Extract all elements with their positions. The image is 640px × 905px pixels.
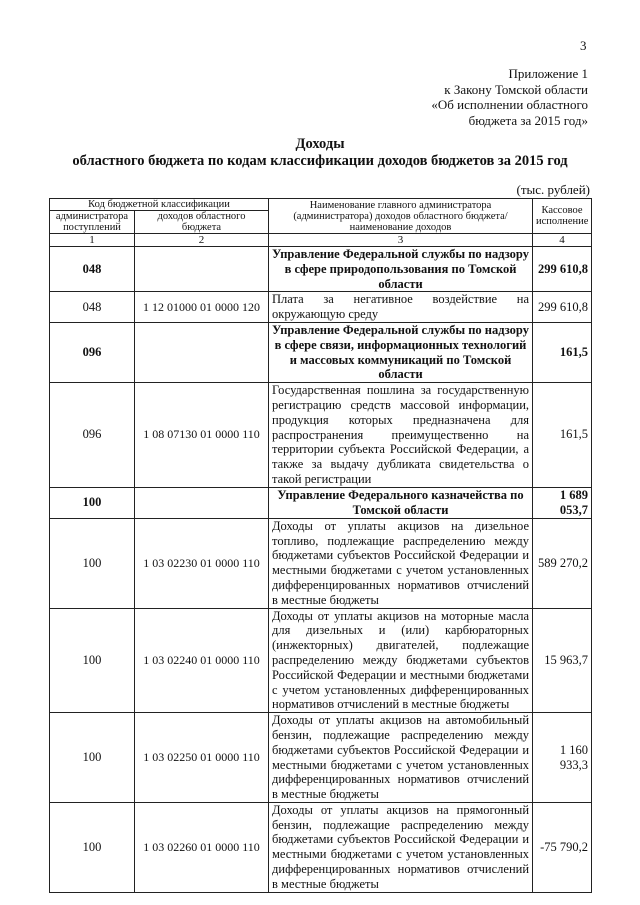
- title-line: областного бюджета по кодам классификации доходов бюджетов за 2015 год: [72, 153, 568, 169]
- amount: 299 610,8: [533, 247, 592, 292]
- income-name: Управление Федеральной службы по надзору в сфере связи, информационных технологий и массовых коммуникаций по Томской области: [269, 322, 533, 382]
- table-row: [50, 247, 592, 292]
- income-code: 1 12 01000 01 0000 120: [135, 292, 269, 323]
- admin-code: 100: [50, 487, 135, 518]
- amount: 589 270,2: [533, 518, 592, 608]
- units-label: (тыс. рублей): [516, 182, 590, 197]
- admin-code: 096: [50, 322, 135, 382]
- income-code: 1 03 02230 01 0000 110: [135, 518, 269, 608]
- table-row: [50, 322, 592, 382]
- income-code: 1 03 02240 01 0000 110: [135, 608, 269, 713]
- appendix-note: [431, 66, 588, 128]
- income-name: Управление Федеральной службы по надзору в сфере природопользования по Томской области: [269, 247, 533, 292]
- admin-code: 048: [50, 292, 135, 323]
- admin-code: 100: [50, 518, 135, 608]
- income-code: 1 03 02260 01 0000 110: [135, 802, 269, 892]
- table-row: [50, 292, 592, 323]
- income-code: 1 08 07130 01 0000 110: [135, 383, 269, 488]
- header-admin: администратора поступлений: [50, 211, 135, 234]
- table-row: [50, 608, 592, 713]
- amount: 1 160 933,3: [533, 713, 592, 803]
- income-code: [135, 322, 269, 382]
- header-income: доходов областного бюджета: [135, 211, 269, 234]
- appendix-line: бюджета за 2015 год»: [468, 112, 588, 128]
- income-name: Доходы от уплаты акцизов на автомобильный бензин, подлежащие распределению между бюджетами субъектов Российской Федерации и местными бюджетами с учетом установленных дифференцированных нормативов отчислений в местные бюджеты: [269, 713, 533, 803]
- column-number: 3: [269, 234, 533, 247]
- amount: 1 689 053,7: [533, 487, 592, 518]
- revenue-table: [49, 198, 592, 893]
- column-number: 1: [50, 234, 135, 247]
- amount: -75 790,2: [533, 802, 592, 892]
- income-name: Плата за негативное воздействие на окружающую среду: [269, 292, 533, 323]
- appendix-line: Приложение 1: [508, 66, 588, 81]
- document-title: [40, 136, 600, 170]
- income-name: Доходы от уплаты акцизов на прямогонный бензин, подлежащие распределению между бюджетами субъектов Российской Федерации и местными бюджетами с учетом установленных дифференцированных нормативов отчислений в местные бюджеты: [269, 802, 533, 892]
- appendix-line: к Закону Томской области: [444, 81, 588, 97]
- income-code: [135, 487, 269, 518]
- amount: 161,5: [533, 322, 592, 382]
- table-row: [50, 802, 592, 892]
- admin-code: 048: [50, 247, 135, 292]
- header-code-group: Код бюджетной классификации: [50, 199, 269, 211]
- title-line: Доходы: [295, 136, 345, 152]
- admin-code: 096: [50, 383, 135, 488]
- header-execution: Кассовое исполнение: [533, 199, 592, 234]
- income-name: Доходы от уплаты акцизов на моторные масла для дизельных и (или) карбюраторных (инжекторных) двигателей, подлежащие распределению между бюджетами субъектов Российской Федерации и местными бюджетами с учетом установленных дифференцированных нормативов отчислений в местные бюджеты: [269, 608, 533, 713]
- income-name: Управление Федерального казначейства по Томской области: [269, 487, 533, 518]
- income-code: [135, 247, 269, 292]
- table-row: [50, 383, 592, 488]
- column-number: 2: [135, 234, 269, 247]
- column-number: 4: [533, 234, 592, 247]
- table-row: [50, 518, 592, 608]
- amount: 161,5: [533, 383, 592, 488]
- income-name: Доходы от уплаты акцизов на дизельное топливо, подлежащие распределению между бюджетами субъектов Российской Федерации и местными бюджетами с учетом установленных дифференцированных нормативов отчислений в местные бюджеты: [269, 518, 533, 608]
- amount: 299 610,8: [533, 292, 592, 323]
- amount: 15 963,7: [533, 608, 592, 713]
- admin-code: 100: [50, 608, 135, 713]
- table-row: [50, 487, 592, 518]
- column-number-row: [50, 234, 592, 247]
- admin-code: 100: [50, 713, 135, 803]
- admin-code: 100: [50, 802, 135, 892]
- page-number: 3: [580, 38, 587, 53]
- income-name: Государственная пошлина за государственную регистрацию средств массовой информации, продукция которых предназначена для распространения преимущественно на территории субъекта Российской Федерации, а также за выдачу дубликата свидетельства о такой регистрации: [269, 383, 533, 488]
- income-code: 1 03 02250 01 0000 110: [135, 713, 269, 803]
- appendix-line: «Об исполнении областного: [431, 97, 588, 112]
- header-name: Наименование главного администратора (администратора) доходов областного бюджета/ наименование доходов: [269, 199, 533, 234]
- table-row: [50, 713, 592, 803]
